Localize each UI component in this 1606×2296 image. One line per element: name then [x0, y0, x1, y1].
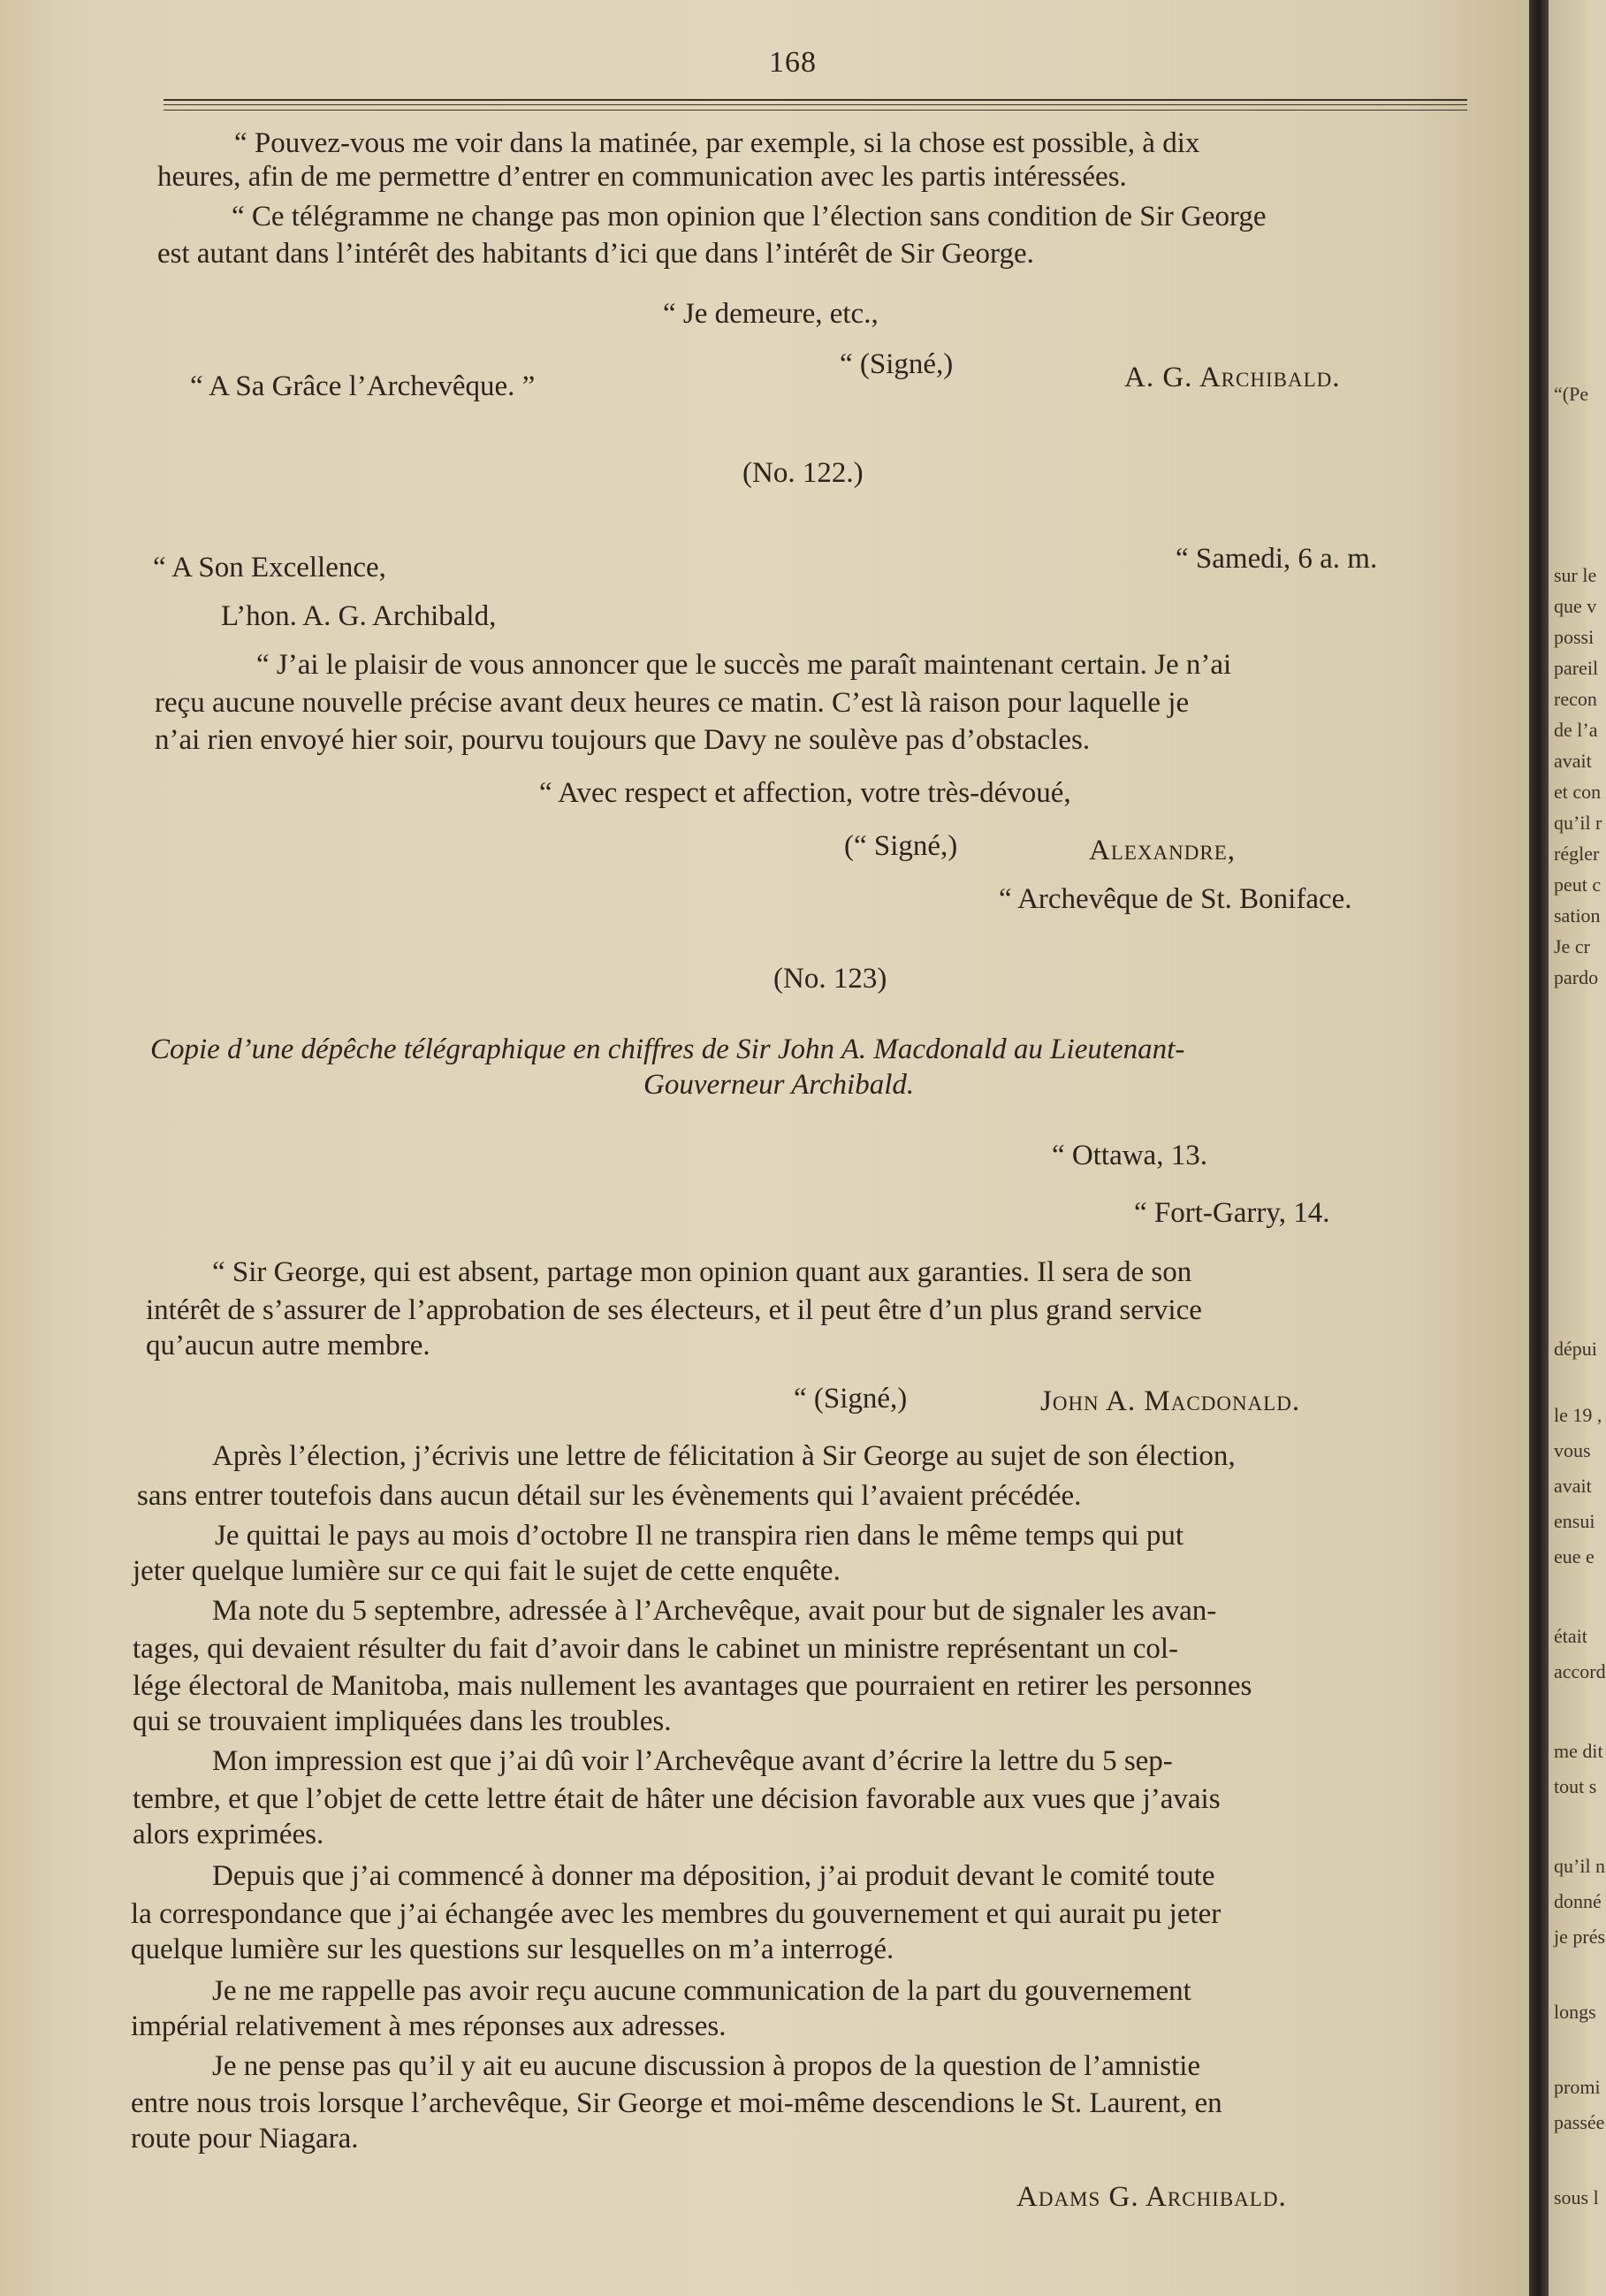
header-rule-top [164, 99, 1467, 101]
adjacent-page-text-fragment: le 19 , [1554, 1404, 1602, 1426]
adjacent-page-text-fragment: vous [1554, 1439, 1591, 1461]
book-spine [1529, 0, 1549, 2296]
adjacent-page-text-fragment: avait [1554, 750, 1592, 772]
adjacent-page-text-fragment: passée [1554, 2111, 1605, 2133]
adjacent-page-text-fragment: pardo [1554, 966, 1599, 988]
adjacent-page-text-fragment: me dit [1554, 1740, 1603, 1762]
text-line: Je quittai le pays au mois d’octobre Il ne transpira rien dans le même temps qui put [215, 1520, 1184, 1552]
text-line: reçu aucune nouvelle précise avant deux heures ce matin. C’est là raison pour laquelle je [155, 687, 1190, 719]
text-line: (No. 122.) [742, 457, 864, 489]
text-line: “ Samedi, 6 a. m. [1176, 543, 1378, 575]
text-line: entre nous trois lorsque l’archevêque, Sir George et moi-même descendions le St. Laurent, en [131, 2087, 1222, 2119]
text-line: Copie d’une dépêche télégraphique en chiffres de Sir John A. Macdonald au Lieutenant- [150, 1034, 1185, 1065]
adjacent-page-text-fragment: ensui [1554, 1510, 1595, 1532]
adjacent-page-text-fragment: eue e [1554, 1545, 1595, 1568]
text-line: alors exprimées. [133, 1819, 324, 1850]
adjacent-page-text-fragment: de l’a [1554, 719, 1598, 741]
text-line: qui se trouvaient impliquées dans les troubles. [133, 1705, 672, 1737]
adjacent-page-text-fragment: pareil [1554, 657, 1599, 679]
adjacent-page-text-fragment: Je cr [1554, 935, 1590, 957]
text-line: est autant dans l’intérêt des habitants d’ici que dans l’intérêt de Sir George. [157, 238, 1034, 270]
adjacent-page-text-fragment: recon [1554, 688, 1597, 710]
text-line: tembre, et que l’objet de cette lettre était de hâter une décision favorable aux vues que j’avais [133, 1783, 1221, 1815]
text-line: Depuis que j’ai commencé à donner ma déposition, j’ai produit devant le comité toute [212, 1860, 1215, 1892]
adjacent-page-text-fragment: possi [1554, 626, 1595, 648]
header-rule-middle [164, 104, 1467, 105]
text-line: “ Pouvez-vous me voir dans la matinée, par exemple, si la chose est possible, à dix [234, 127, 1200, 159]
adjacent-page-text-fragment: “(Pe [1554, 383, 1589, 405]
text-line: Ma note du 5 septembre, adressée à l’Archevêque, avait pour but de signaler les avan- [212, 1595, 1217, 1627]
text-line: qu’aucun autre membre. [146, 1330, 430, 1362]
text-line: jeter quelque lumière sur ce qui fait le sujet de cette enquête. [133, 1555, 841, 1587]
text-line: quelque lumière sur les questions sur lesquelles on m’a interrogé. [131, 1934, 894, 1965]
text-line: sans entrer toutefois dans aucun détail sur les évènements qui l’avaient précédée. [137, 1480, 1082, 1512]
text-line: “ A Sa Grâce l’Archevêque. ” [190, 370, 536, 402]
text-line: impérial relativement à mes réponses aux adresses. [131, 2010, 727, 2042]
adjacent-page-text-fragment: je prés [1554, 1926, 1606, 1948]
text-line: L’hon. A. G. Archibald, [221, 600, 497, 632]
text-line: route pour Niagara. [131, 2123, 359, 2155]
adjacent-page-text-fragment: et con [1554, 781, 1602, 803]
text-line: “ (Signé,) [794, 1383, 908, 1415]
adjacent-page-text-fragment: avait [1554, 1475, 1592, 1497]
text-line: la correspondance que j’ai échangée avec les membres du gouvernement et qui aurait pu jeter [131, 1898, 1222, 1930]
text-line: Adams G. Archibald. [1016, 2181, 1287, 2213]
adjacent-page-text-fragment: qu’il r [1554, 812, 1602, 834]
text-line: Je ne me rappelle pas avoir reçu aucune communication de la part du gouvernement [212, 1975, 1191, 2007]
adjacent-page-text-fragment: dépui [1554, 1338, 1597, 1360]
adjacent-page-text-fragment: sation [1554, 904, 1601, 927]
text-line: Alexandre, [1089, 835, 1237, 866]
text-line: “ Je demeure, etc., [663, 298, 879, 330]
text-line: Gouverneur Archibald. [643, 1069, 915, 1101]
text-line: heures, afin de me permettre d’entrer en communication avec les partis intéressées. [157, 161, 1127, 193]
adjacent-page-text-fragment: longs [1554, 2001, 1596, 2023]
text-line: tages, qui devaient résulter du fait d’avoir dans le cabinet un ministre représentant un col- [133, 1633, 1179, 1665]
adjacent-page-text-fragment: tout s [1554, 1775, 1597, 1797]
header-rule-bottom [164, 110, 1467, 111]
adjacent-page-text-fragment: sur le [1554, 564, 1597, 586]
adjacent-page-text-fragment: sous l [1554, 2186, 1599, 2208]
text-line: “ Avec respect et affection, votre très-dévoué, [539, 777, 1071, 809]
adjacent-page-text-fragment: peut c [1554, 873, 1602, 896]
text-line: Je ne pense pas qu’il y ait eu aucune discussion à propos de la question de l’amnistie [212, 2050, 1201, 2082]
text-line: “ A Son Excellence, [153, 552, 386, 584]
text-line: “ Fort-Garry, 14. [1134, 1197, 1330, 1229]
adjacent-page-text-fragment: donné [1554, 1890, 1602, 1912]
text-line: “ Sir George, qui est absent, partage mon opinion quant aux garanties. Il sera de son [212, 1256, 1192, 1288]
text-line: “ Ce télégramme ne change pas mon opinion que l’élection sans condition de Sir George [232, 201, 1267, 233]
text-line: John A. Macdonald. [1040, 1385, 1301, 1417]
adjacent-page-text-fragment: promi [1554, 2076, 1601, 2098]
text-line: n’ai rien envoyé hier soir, pourvu toujours que Davy ne soulève pas d’obstacles. [155, 724, 1091, 756]
text-line: “ J’ai le plaisir de vous annoncer que le succès me paraît maintenant certain. Je n’ai [256, 649, 1232, 681]
text-line: (“ Signé,) [844, 830, 958, 862]
adjacent-page-text-fragment: qu’il n [1554, 1855, 1606, 1877]
text-line: “ Archevêque de St. Boniface. [999, 883, 1352, 915]
text-line: (No. 123) [773, 963, 887, 995]
text-line: Après l’élection, j’écrivis une lettre de félicitation à Sir George au sujet de son élection, [212, 1440, 1236, 1472]
page-number: 168 [769, 46, 817, 79]
text-line: intérêt de s’assurer de l’approbation de ses électeurs, et il peut être d’un plus grand service [146, 1294, 1202, 1326]
text-line: lége électoral de Manitoba, mais nullement les avantages que pourraient en retirer les personnes [133, 1670, 1252, 1702]
text-line: Mon impression est que j’ai dû voir l’Archevêque avant d’écrire la lettre du 5 sep- [212, 1745, 1173, 1777]
adjacent-page-text-fragment: que v [1554, 595, 1597, 617]
text-line: “ Ottawa, 13. [1052, 1140, 1207, 1171]
text-line: A. G. Archibald. [1124, 362, 1341, 393]
adjacent-page-text-fragment: accord [1554, 1660, 1606, 1682]
adjacent-page-text-fragment: était [1554, 1625, 1587, 1647]
adjacent-page-text-fragment: régler [1554, 843, 1600, 865]
text-line: “ (Signé,) [840, 348, 954, 380]
adjacent-page-edge [1549, 0, 1606, 2296]
